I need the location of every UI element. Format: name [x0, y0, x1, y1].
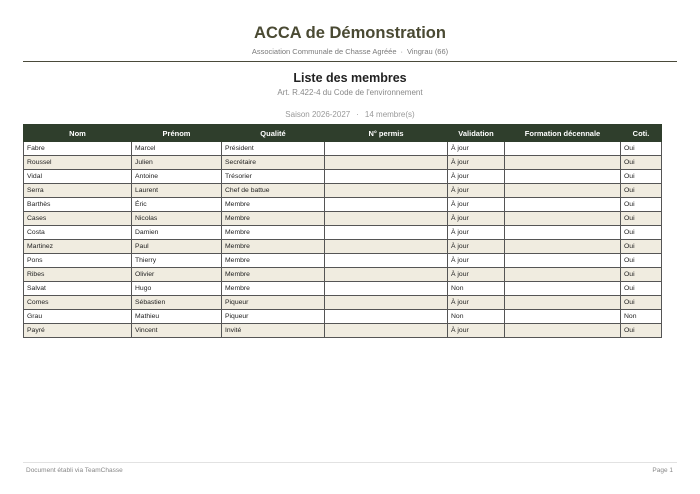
organization-subtitle [23, 47, 677, 57]
cell-validation: À jour [448, 156, 505, 170]
cell-cotisation: Oui [621, 142, 662, 156]
cell-validation: À jour [448, 324, 505, 338]
cell-permis [325, 268, 448, 282]
table-row [24, 198, 662, 212]
legal-reference: Art. R.422-4 du Code de l'environnement [277, 88, 423, 97]
table-row [24, 268, 662, 282]
cell-permis [325, 198, 448, 212]
cell-nom: Barthès [24, 198, 132, 212]
member-count: 14 membre(s) [364, 110, 415, 119]
table-row [24, 240, 662, 254]
column-header-qualite: Qualité [222, 125, 325, 142]
cell-permis [325, 310, 448, 324]
cell-prenom: Sébastien [132, 296, 222, 310]
cell-cotisation: Oui [621, 156, 662, 170]
cell-cotisation: Oui [621, 282, 662, 296]
column-header-formation: Formation décennale [505, 125, 621, 142]
cell-validation: À jour [448, 240, 505, 254]
cell-validation: À jour [448, 212, 505, 226]
organization-location: Vingrau (66) [407, 47, 449, 56]
cell-prenom: Julien [132, 156, 222, 170]
cell-validation: Non [448, 282, 505, 296]
cell-formation [505, 268, 621, 282]
table-row [24, 310, 662, 324]
table-row [24, 156, 662, 170]
cell-prenom: Hugo [132, 282, 222, 296]
column-header-prenom: Prénom [132, 125, 222, 142]
footer-divider [23, 462, 677, 463]
table-row [24, 170, 662, 184]
cell-cotisation: Oui [621, 198, 662, 212]
column-header-cotisation: Coti. [621, 125, 662, 142]
cell-validation: À jour [448, 296, 505, 310]
cell-cotisation: Oui [621, 240, 662, 254]
cell-prenom: Laurent [132, 184, 222, 198]
table-row [24, 142, 662, 156]
column-header-permis: N° permis [325, 125, 448, 142]
cell-validation: À jour [448, 170, 505, 184]
cell-formation [505, 170, 621, 184]
cell-cotisation: Oui [621, 212, 662, 226]
cell-prenom: Éric [132, 198, 222, 212]
cell-prenom: Thierry [132, 254, 222, 268]
season-label: Saison 2026-2027 [285, 110, 351, 119]
table-row [24, 254, 662, 268]
cell-qualite: Membre [222, 268, 325, 282]
cell-formation [505, 310, 621, 324]
header-row [24, 125, 662, 142]
cell-qualite: Membre [222, 254, 325, 268]
cell-nom: Grau [24, 310, 132, 324]
cell-formation [505, 198, 621, 212]
table-row [24, 226, 662, 240]
cell-formation [505, 296, 621, 310]
cell-qualite: Membre [222, 282, 325, 296]
cell-formation [505, 254, 621, 268]
cell-prenom: Olivier [132, 268, 222, 282]
cell-formation [505, 156, 621, 170]
cell-permis [325, 324, 448, 338]
cell-cotisation: Oui [621, 324, 662, 338]
cell-prenom: Vincent [132, 324, 222, 338]
cell-validation: À jour [448, 184, 505, 198]
cell-qualite: Président [222, 142, 325, 156]
cell-permis [325, 142, 448, 156]
table-body [24, 142, 662, 338]
cell-cotisation: Oui [621, 254, 662, 268]
cell-permis [325, 240, 448, 254]
cell-qualite: Invité [222, 324, 325, 338]
cell-permis [325, 170, 448, 184]
table-header [24, 125, 662, 142]
cell-formation [505, 212, 621, 226]
cell-qualite: Membre [222, 240, 325, 254]
cell-formation [505, 142, 621, 156]
table-row [24, 282, 662, 296]
cell-cotisation: Oui [621, 296, 662, 310]
cell-permis [325, 212, 448, 226]
cell-nom: Payré [24, 324, 132, 338]
cell-nom: Martinez [24, 240, 132, 254]
subtitle-separator: · [400, 47, 404, 56]
cell-prenom: Mathieu [132, 310, 222, 324]
page-number: Page 1 [652, 467, 673, 474]
cell-qualite: Membre [222, 198, 325, 212]
cell-prenom: Marcel [132, 142, 222, 156]
cell-formation [505, 226, 621, 240]
cell-prenom: Nicolas [132, 212, 222, 226]
cell-qualite: Chef de battue [222, 184, 325, 198]
page-header [23, 22, 677, 57]
table-row [24, 184, 662, 198]
cell-formation [505, 240, 621, 254]
table-row [24, 324, 662, 338]
cell-qualite: Membre [222, 226, 325, 240]
cell-cotisation: Oui [621, 226, 662, 240]
cell-formation [505, 324, 621, 338]
cell-permis [325, 296, 448, 310]
column-header-nom: Nom [24, 125, 132, 142]
cell-permis [325, 254, 448, 268]
header-divider [23, 61, 677, 62]
cell-qualite: Piqueur [222, 296, 325, 310]
cell-qualite: Piqueur [222, 310, 325, 324]
cell-qualite: Membre [222, 212, 325, 226]
cell-formation [505, 282, 621, 296]
cell-prenom: Damien [132, 226, 222, 240]
footer-credit: Document établi via TeamChasse [26, 467, 123, 474]
cell-qualite: Trésorier [222, 170, 325, 184]
document-title: Liste des membres [293, 71, 407, 85]
cell-nom: Pons [24, 254, 132, 268]
cell-qualite: Secrétaire [222, 156, 325, 170]
cell-formation [505, 184, 621, 198]
cell-nom: Costa [24, 226, 132, 240]
cell-validation: Non [448, 310, 505, 324]
organization-type: Association Communale de Chasse Agréée [251, 47, 397, 56]
cell-cotisation: Oui [621, 268, 662, 282]
season-info [0, 110, 700, 120]
organization-title: ACCA de Démonstration [254, 24, 446, 42]
cell-validation: À jour [448, 254, 505, 268]
cell-nom: Vidal [24, 170, 132, 184]
cell-permis [325, 226, 448, 240]
cell-cotisation: Oui [621, 184, 662, 198]
cell-nom: Salvat [24, 282, 132, 296]
cell-validation: À jour [448, 268, 505, 282]
cell-nom: Ribes [24, 268, 132, 282]
cell-validation: À jour [448, 198, 505, 212]
season-separator: · [356, 110, 359, 119]
cell-prenom: Paul [132, 240, 222, 254]
cell-nom: Cases [24, 212, 132, 226]
cell-prenom: Antoine [132, 170, 222, 184]
cell-cotisation: Oui [621, 170, 662, 184]
members-table [23, 124, 662, 338]
cell-cotisation: Non [621, 310, 662, 324]
cell-nom: Serra [24, 184, 132, 198]
table-row [24, 296, 662, 310]
cell-permis [325, 282, 448, 296]
cell-permis [325, 184, 448, 198]
cell-permis [325, 156, 448, 170]
table-row [24, 212, 662, 226]
column-header-validation: Validation [448, 125, 505, 142]
cell-validation: À jour [448, 142, 505, 156]
cell-nom: Roussel [24, 156, 132, 170]
cell-validation: À jour [448, 226, 505, 240]
cell-nom: Comes [24, 296, 132, 310]
cell-nom: Fabre [24, 142, 132, 156]
